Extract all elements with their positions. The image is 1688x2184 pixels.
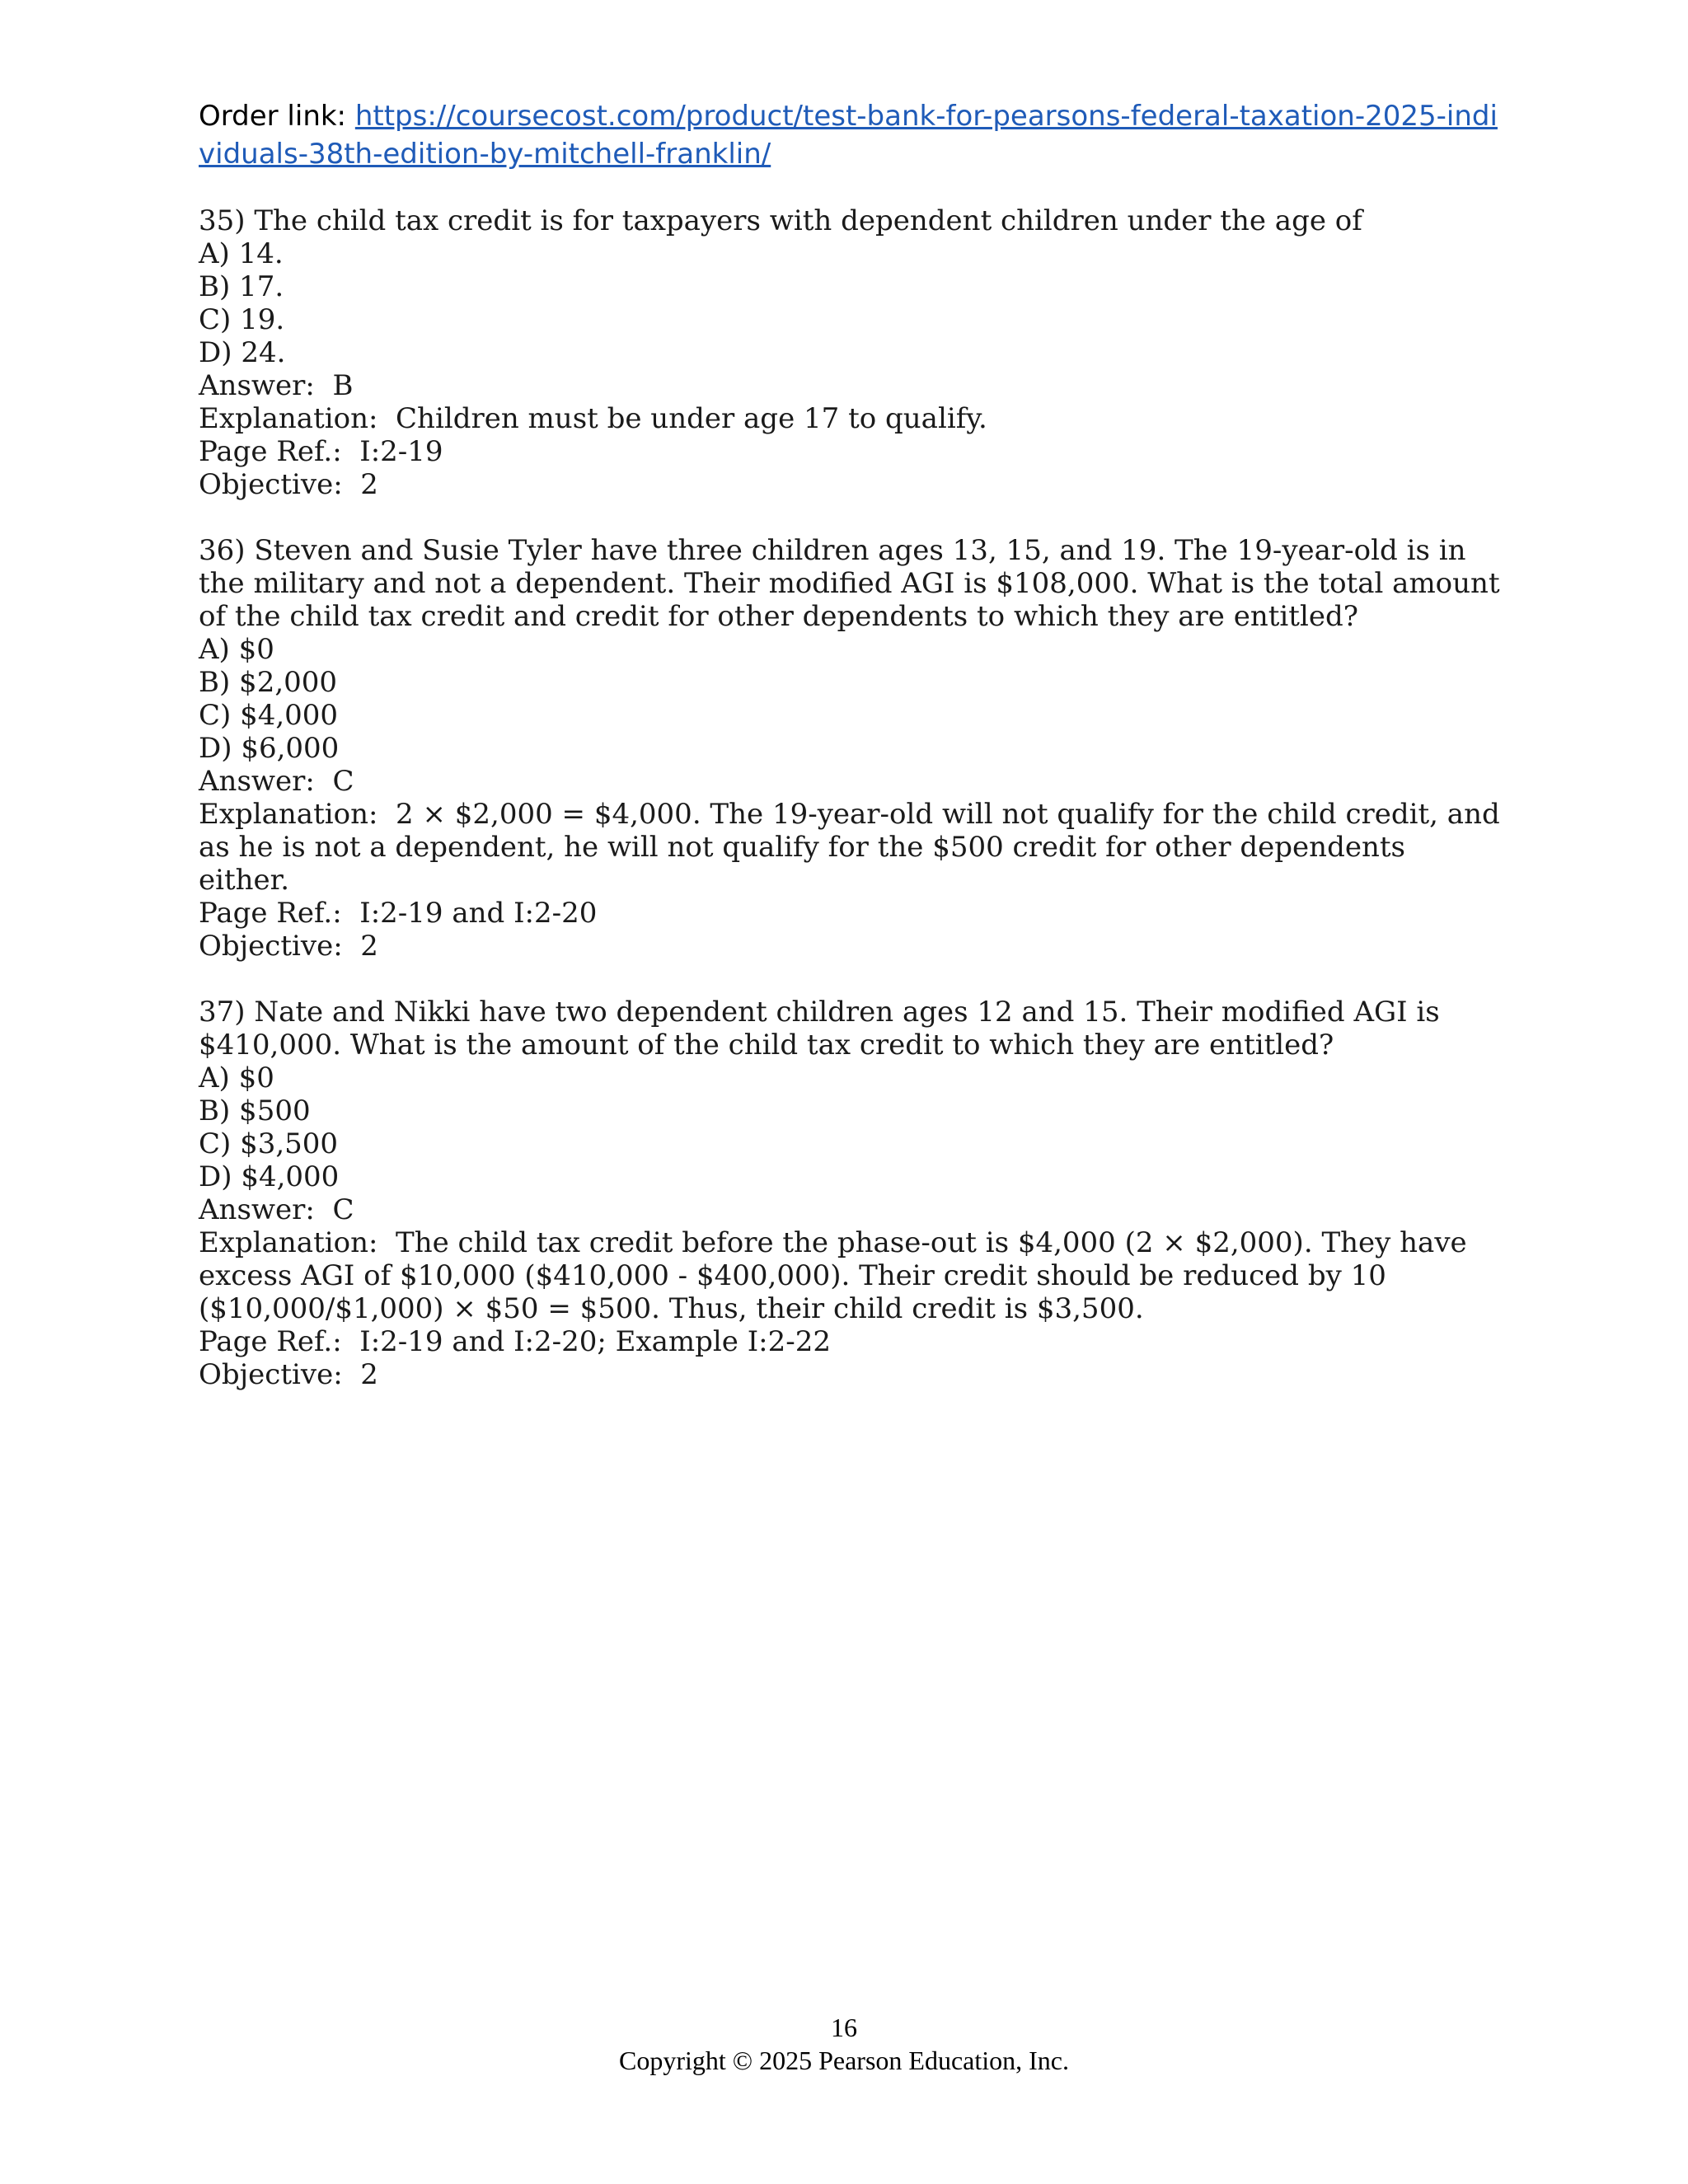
option-c: C) $3,500 — [199, 1127, 339, 1160]
option-d: D) $4,000 — [199, 1160, 340, 1193]
question-37 — [199, 996, 1501, 1391]
order-link[interactable]: https://coursecost.com/product/test-bank-for-pearsons-federal-taxation-2025-individuals-38th-edition-by-mitchell-franklin/ — [199, 100, 1498, 171]
option-c: C) $4,000 — [199, 699, 339, 732]
question-35 — [199, 204, 1501, 501]
option-a: A) $0 — [199, 633, 274, 666]
explanation: Explanation: Children must be under age 17 to qualify. — [199, 402, 987, 435]
page-ref: Page Ref.: I:2-19 and I:2-20 — [199, 897, 598, 930]
answer: Answer: C — [199, 765, 354, 798]
option-d: D) 24. — [199, 336, 286, 369]
option-b: B) $500 — [199, 1094, 311, 1127]
explanation: Explanation: 2 × $2,000 = $4,000. The 19-year-old will not qualify for the child credit, and as he is not a dependent, he will not qualify for the $500 credit for other dependents either. — [199, 798, 1509, 897]
page-number: 16 — [831, 2013, 857, 2042]
option-b: B) 17. — [199, 270, 284, 303]
explanation: Explanation: The child tax credit before the phase-out is $4,000 (2 × $2,000). They have excess AGI of $10,000 ($410,000 - $400,000). Their credit should be reduced by 10 ($10,000/$1,000) × $50 = $500. Thus, their child credit is $3,500. — [199, 1226, 1476, 1325]
answer: Answer: C — [199, 1193, 354, 1226]
page-ref: Page Ref.: I:2-19 — [199, 435, 443, 468]
page-content — [199, 97, 1509, 1424]
option-a: A) 14. — [199, 237, 284, 270]
answer: Answer: B — [199, 369, 354, 402]
question-stem: 36) Steven and Susie Tyler have three children ages 13, 15, and 19. The 19-year-old is in the military and not a dependent. Their modified AGI is $108,000. What is the total amount of the child tax credit and credit for other dependents to which they are entitled? — [199, 534, 1509, 633]
objective: Objective: 2 — [199, 468, 378, 501]
option-a: A) $0 — [199, 1062, 274, 1094]
page-ref: Page Ref.: I:2-19 and I:2-20; Example I:2-22 — [199, 1325, 831, 1358]
option-d: D) $6,000 — [199, 732, 340, 765]
copyright-notice: Copyright © 2025 Pearson Education, Inc. — [619, 2046, 1069, 2075]
question-36 — [199, 534, 1509, 963]
option-c: C) 19. — [199, 303, 285, 336]
objective: Objective: 2 — [199, 1358, 378, 1391]
question-stem: 35) The child tax credit is for taxpayers with dependent children under the age of — [199, 204, 1362, 237]
option-b: B) $2,000 — [199, 666, 338, 699]
question-stem: 37) Nate and Nikki have two dependent children ages 12 and 15. Their modified AGI is $410,000. What is the amount of the child tax credit to which they are entitled? — [199, 996, 1449, 1062]
order-link-line — [199, 97, 1501, 173]
objective: Objective: 2 — [199, 930, 378, 963]
order-link-label: Order link: — [199, 100, 355, 133]
